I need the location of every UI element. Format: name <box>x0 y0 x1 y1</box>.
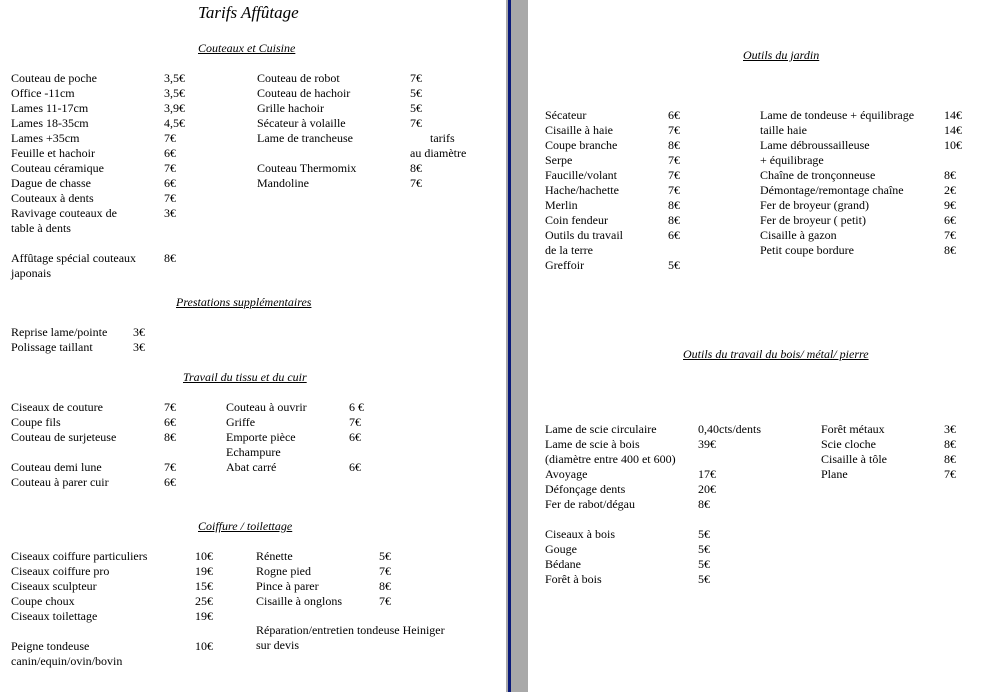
price-item-label: Ciseaux toilettage <box>11 609 98 623</box>
price-item-label: Emporte pièce <box>226 430 296 444</box>
price-item-label: Lame de tondeuse + équilibrage <box>760 108 915 122</box>
price-item-value: 10€ <box>944 138 962 152</box>
price-item-label: Forêt métaux <box>821 422 885 436</box>
price-item-label: Reprise lame/pointe <box>11 325 108 339</box>
price-item-label: Coin fendeur <box>545 213 608 227</box>
price-item-value: 2€ <box>944 183 956 197</box>
price-item-value: 3€ <box>133 325 145 339</box>
price-item-label: Lame de scie circulaire <box>545 422 657 436</box>
price-item-value: 7€ <box>164 131 176 145</box>
price-item-label: Ciseaux sculpteur <box>11 579 97 593</box>
price-item-value: 5€ <box>668 258 680 272</box>
price-item-value: 7€ <box>164 191 176 205</box>
price-item-value: 8€ <box>164 251 176 265</box>
price-item-label: Gouge <box>545 542 577 556</box>
price-item-label: Polissage taillant <box>11 340 93 354</box>
price-item-value: 5€ <box>410 101 422 115</box>
price-item-label: Couteau de surjeteuse <box>11 430 117 444</box>
price-item-label: Lames 18-35cm <box>11 116 89 130</box>
price-item-label: Couteau de poche <box>11 71 97 85</box>
price-item-value: 8€ <box>668 138 680 152</box>
price-item-label: Cisaille à tôle <box>821 452 887 466</box>
price-item-value: 7€ <box>379 594 391 608</box>
price-item-label: Lame débroussailleuse <box>760 138 870 152</box>
price-item-value: 39€ <box>698 437 716 451</box>
price-item-value: 8€ <box>164 430 176 444</box>
price-item-value: 20€ <box>698 482 716 496</box>
price-item-label: Couteau à parer cuir <box>11 475 109 489</box>
price-item-label: Cisaille à haie <box>545 123 613 137</box>
price-item-value: 8€ <box>944 437 956 451</box>
price-item-value: 7€ <box>164 161 176 175</box>
price-item-value: 5€ <box>698 527 710 541</box>
price-item-label: Outils du travail <box>545 228 623 242</box>
price-item-label: Plane <box>821 467 848 481</box>
right-page <box>528 0 1004 692</box>
divider-line <box>508 0 511 692</box>
price-item-value: 8€ <box>668 213 680 227</box>
price-item-value: 5€ <box>698 557 710 571</box>
price-item-value: 6€ <box>668 108 680 122</box>
price-item-label: japonais <box>11 266 51 280</box>
price-item-label: Cisaille à gazon <box>760 228 837 242</box>
price-item-label: Rénette <box>256 549 293 563</box>
price-item-value: 3,9€ <box>164 101 185 115</box>
price-item-label: Fer de broyeur ( petit) <box>760 213 866 227</box>
price-item-value: 7€ <box>349 415 361 429</box>
price-item-label: Affûtage spécial couteaux <box>11 251 137 265</box>
price-item-value: 8€ <box>944 452 956 466</box>
price-item-value: 14€ <box>944 108 962 122</box>
price-item-label: Démontage/remontage chaîne <box>760 183 904 197</box>
price-item-value: 7€ <box>379 564 391 578</box>
price-item-value: 7€ <box>668 183 680 197</box>
price-item-value: 5€ <box>379 549 391 563</box>
price-item-value: 6€ <box>349 460 361 474</box>
price-item-label: Couteaux à dents <box>11 191 94 205</box>
price-item-label: Coupe fils <box>11 415 61 429</box>
price-item-label: table à dents <box>11 221 71 235</box>
price-item-value: 7€ <box>410 71 422 85</box>
price-item-value: 5€ <box>698 542 710 556</box>
page-divider <box>506 0 528 692</box>
price-item-label: Ciseaux coiffure particuliers <box>11 549 148 563</box>
price-item-label: Ciseaux coiffure pro <box>11 564 110 578</box>
price-item-value: 6€ <box>944 213 956 227</box>
price-item-label: Coupe branche <box>545 138 618 152</box>
price-item-value: 3€ <box>944 422 956 436</box>
price-item-value: 8€ <box>668 198 680 212</box>
price-item-value: 7€ <box>944 467 956 481</box>
price-item-value: 10€ <box>195 639 213 653</box>
price-item-label: Pince à parer <box>256 579 319 593</box>
price-item-value: 5€ <box>410 86 422 100</box>
price-item-value: 6€ <box>164 176 176 190</box>
price-item-label: Lames +35cm <box>11 131 80 145</box>
price-item-value: 8€ <box>379 579 391 593</box>
price-item-value: 6€ <box>668 228 680 242</box>
price-item-value: 15€ <box>195 579 213 593</box>
price-item-label: Dague de chasse <box>11 176 91 190</box>
price-item-value: 19€ <box>195 564 213 578</box>
coiffure-note-detail: sur devis <box>256 638 299 652</box>
price-item-label: Couteau céramique <box>11 161 104 175</box>
price-item-label: Fer de rabot/dégau <box>545 497 635 511</box>
price-item-label: + équilibrage <box>760 153 824 167</box>
price-item-value: 7€ <box>410 116 422 130</box>
price-item-value: 5€ <box>698 572 710 586</box>
price-item-value: 6€ <box>349 430 361 444</box>
price-item-label: Echampure <box>226 445 281 459</box>
price-item-label: Cisaille à onglons <box>256 594 342 608</box>
price-item-label: Lame de scie à bois <box>545 437 640 451</box>
price-item-value: 6€ <box>164 146 176 160</box>
section-couteaux-heading: Couteaux et Cuisine <box>198 41 296 55</box>
price-item-label: Rogne pied <box>256 564 311 578</box>
price-item-value: 7€ <box>668 123 680 137</box>
price-item-value: 7€ <box>668 153 680 167</box>
price-item-label: Feuille et hachoir <box>11 146 95 160</box>
price-item-label: Ravivage couteaux de <box>11 206 117 220</box>
price-item-value: 7€ <box>944 228 956 242</box>
price-item-label: Fer de broyeur (grand) <box>760 198 869 212</box>
price-item-label: Greffoir <box>545 258 585 272</box>
section-tissu-heading: Travail du tissu et du cuir <box>183 370 307 384</box>
price-item-label: Couteau Thermomix <box>257 161 357 175</box>
price-item-value: 9€ <box>944 198 956 212</box>
price-item-label: Couteau de hachoir <box>257 86 351 100</box>
price-item-label: Lames 11-17cm <box>11 101 89 115</box>
price-item-value: 7€ <box>668 168 680 182</box>
price-item-label: taille haie <box>760 123 807 137</box>
section-jardin-heading: Outils du jardin <box>743 48 820 62</box>
price-item-value: 3€ <box>164 206 176 220</box>
coiffure-note: Réparation/entretien tondeuse Heiniger <box>256 623 445 637</box>
price-item-value: 8€ <box>944 168 956 182</box>
section-bois-heading: Outils du travail du bois/ métal/ pierre <box>683 347 869 361</box>
price-item-label: Sécateur <box>545 108 587 122</box>
price-item-value: 6 € <box>349 400 364 414</box>
price-item-label: Bédane <box>545 557 581 571</box>
price-item-value: 0,40cts/dents <box>698 422 761 436</box>
price-item-label: Mandoline <box>257 176 309 190</box>
price-item-label: (diamètre entre 400 et 600) <box>545 452 676 466</box>
price-item-label: Ciseaux de couture <box>11 400 103 414</box>
price-item-value: 6€ <box>164 415 176 429</box>
price-item-label: Ciseaux à bois <box>545 527 615 541</box>
price-item-label: Abat carré <box>226 460 277 474</box>
section-coiffure-heading: Coiffure / toilettage <box>198 519 293 533</box>
price-item-value: 19€ <box>195 609 213 623</box>
price-item-label: Petit coupe bordure <box>760 243 854 257</box>
price-item-value: 7€ <box>164 460 176 474</box>
price-item-value: 6€ <box>164 475 176 489</box>
price-item-label: Lame de trancheuse <box>257 131 353 145</box>
price-item-label: Hache/hachette <box>545 183 619 197</box>
price-item-label: Grille hachoir <box>257 101 324 115</box>
price-item-label: Scie cloche <box>821 437 876 451</box>
price-item-value: 4,5€ <box>164 116 185 130</box>
price-item-label: Couteau demi lune <box>11 460 102 474</box>
price-item-label: Peigne tondeuse <box>11 639 90 653</box>
price-item-label: Office -11cm <box>11 86 75 100</box>
price-item-value: 14€ <box>944 123 962 137</box>
price-item-label: Chaîne de tronçonneuse <box>760 168 876 182</box>
price-item-value: tarifs <box>430 131 455 145</box>
page-title: Tarifs Affûtage <box>198 3 299 22</box>
price-item-value: 3,5€ <box>164 86 185 100</box>
price-item-value: au diamètre <box>410 146 467 160</box>
price-item-value: 17€ <box>698 467 716 481</box>
price-item-label: Faucille/volant <box>545 168 617 182</box>
price-item-label: canin/equin/ovin/bovin <box>11 654 123 668</box>
price-item-label: Serpe <box>545 153 573 167</box>
price-item-value: 3,5€ <box>164 71 185 85</box>
price-item-value: 8€ <box>410 161 422 175</box>
price-item-label: Couteau à ouvrir <box>226 400 307 414</box>
price-item-label: Griffe <box>226 415 256 429</box>
price-item-label: Forêt à bois <box>545 572 602 586</box>
section-prestations-heading: Prestations supplémentaires <box>176 295 312 309</box>
price-item-label: Avoyage <box>545 467 588 481</box>
price-item-label: Coupe choux <box>11 594 75 608</box>
price-item-value: 10€ <box>195 549 213 563</box>
price-item-value: 7€ <box>164 400 176 414</box>
price-item-label: Couteau de robot <box>257 71 340 85</box>
price-item-value: 8€ <box>698 497 710 511</box>
price-item-value: 8€ <box>944 243 956 257</box>
price-item-value: 3€ <box>133 340 145 354</box>
price-item-label: Sécateur à volaille <box>257 116 346 130</box>
price-item-label: de la terre <box>545 243 593 257</box>
price-item-label: Défonçage dents <box>545 482 626 496</box>
price-item-value: 7€ <box>410 176 422 190</box>
price-item-label: Merlin <box>545 198 578 212</box>
price-item-value: 25€ <box>195 594 213 608</box>
